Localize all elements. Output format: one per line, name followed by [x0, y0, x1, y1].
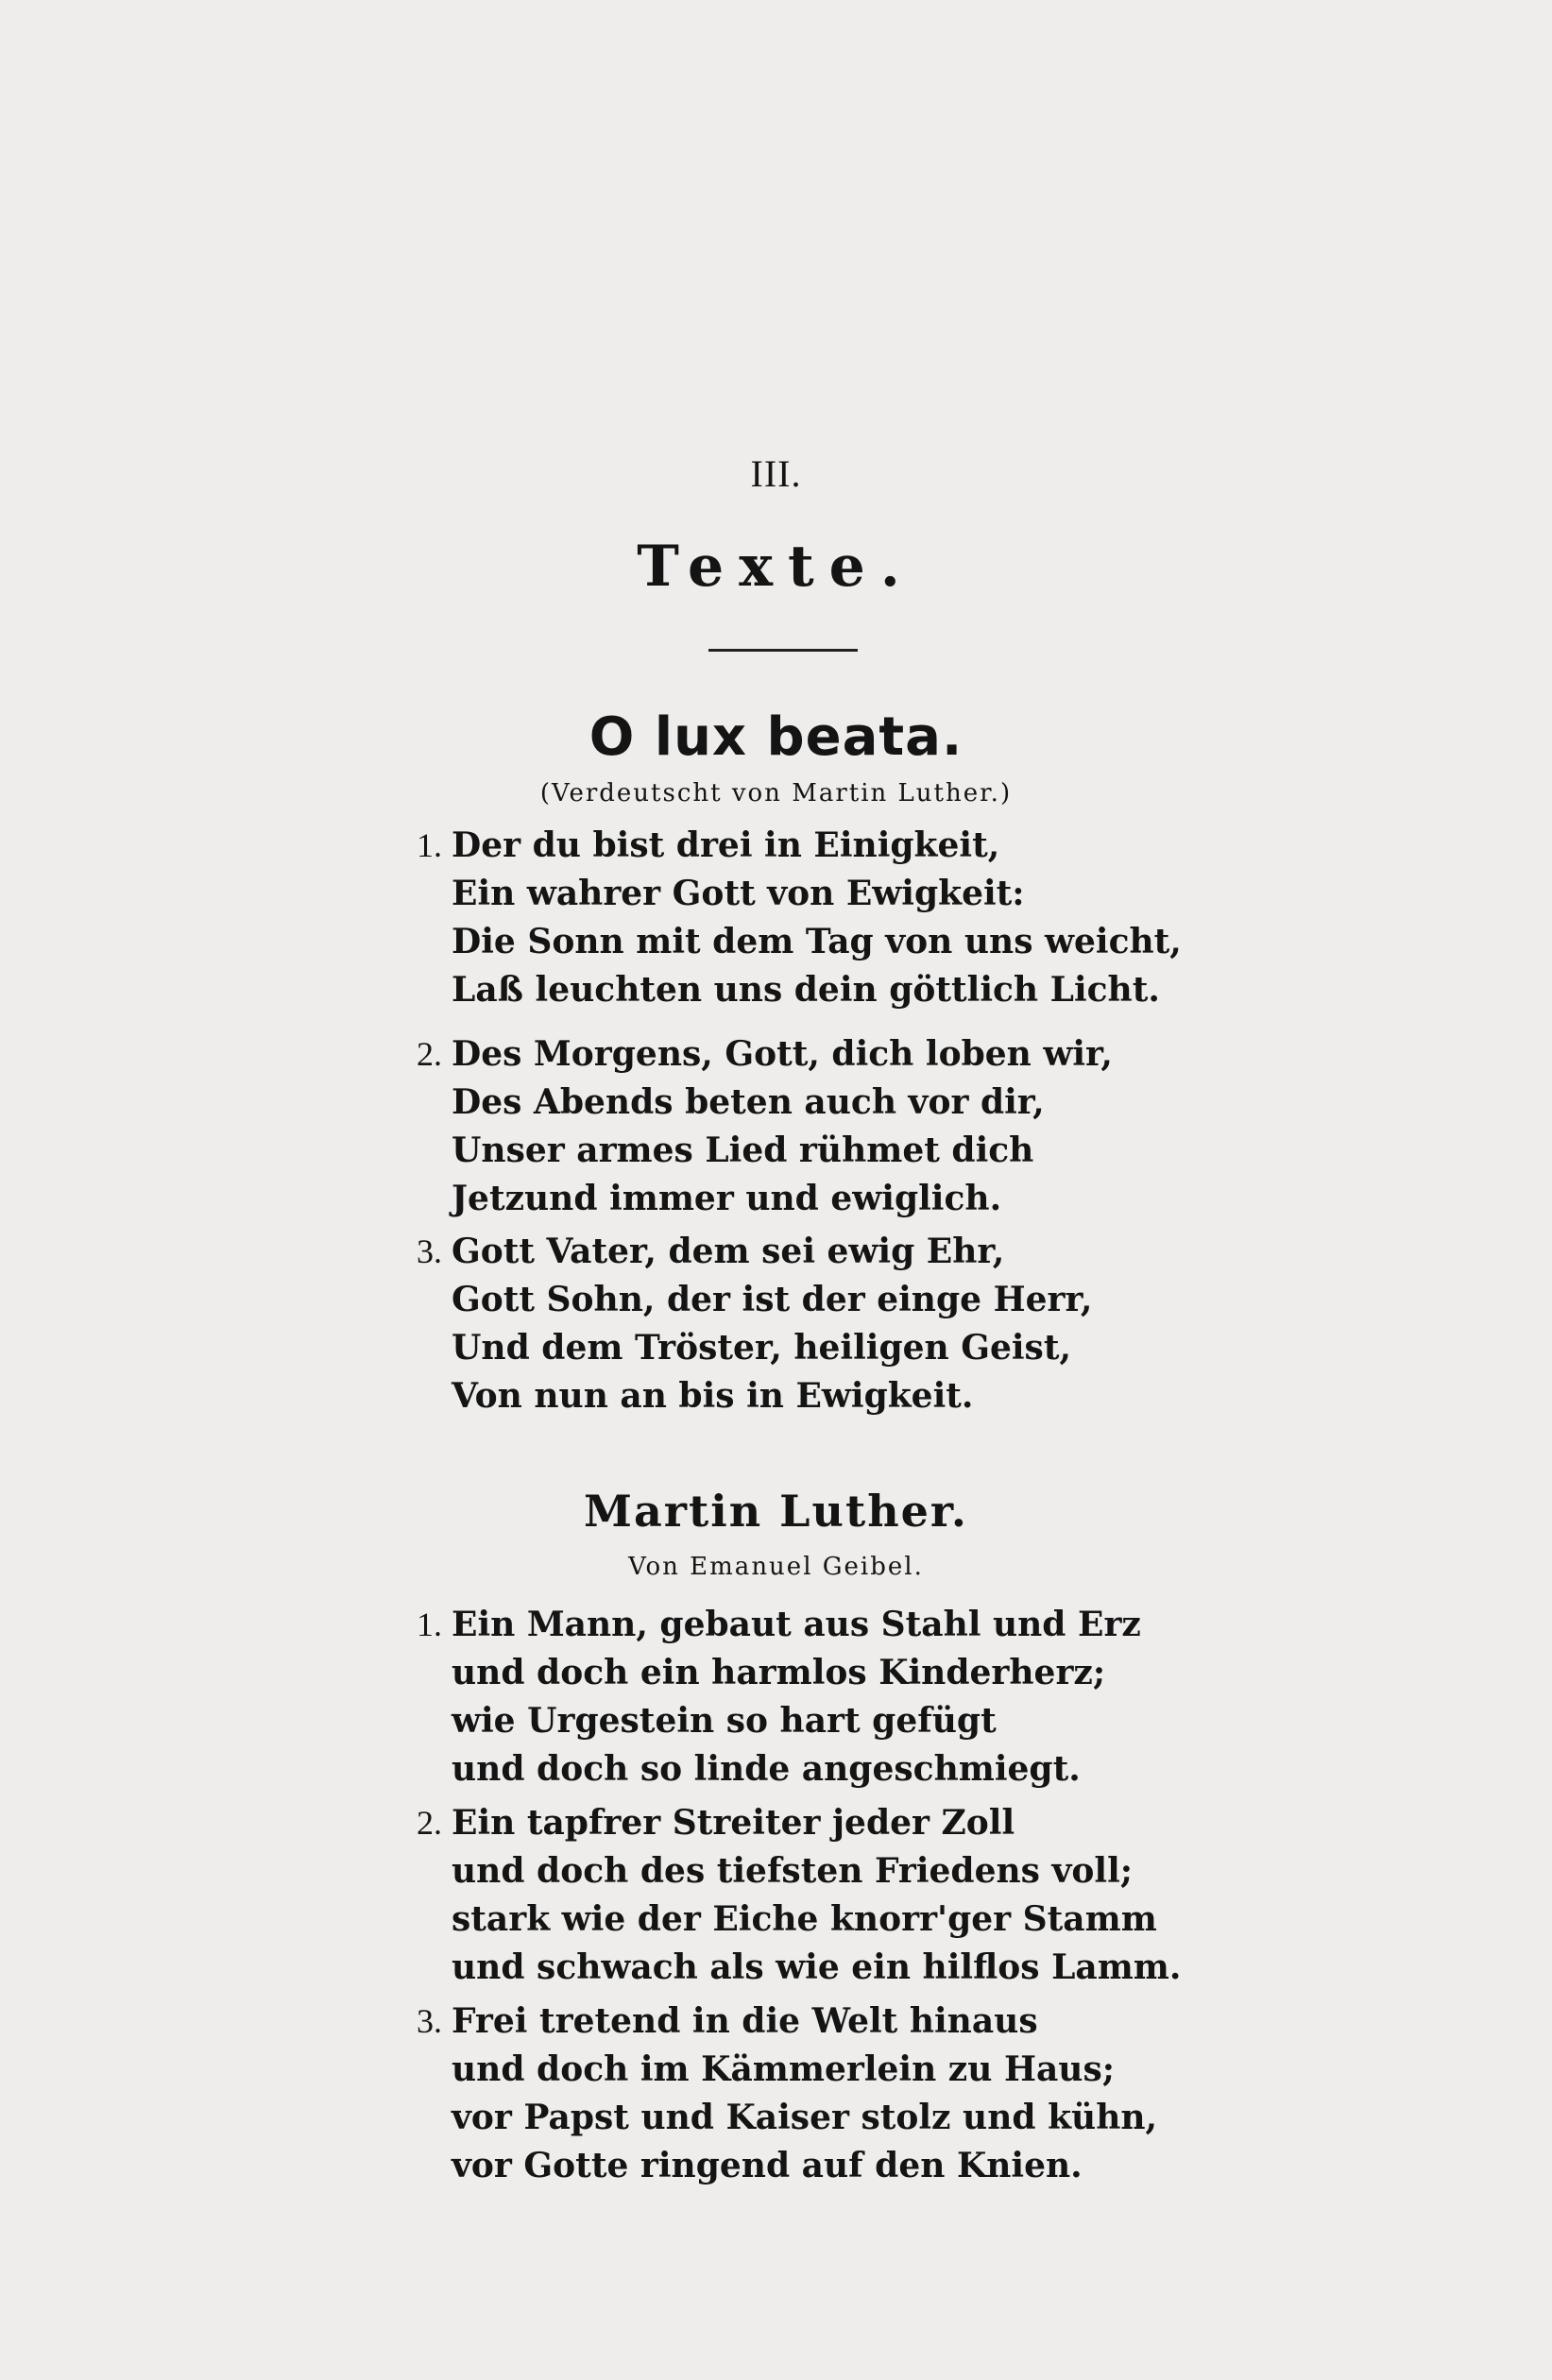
verse-line: Jetzund immer und ewiglich. [452, 1179, 1002, 1218]
poem-title: Martin Luther. [584, 1486, 968, 1537]
title-divider [708, 649, 858, 652]
verse-line: Von nun an bis in Ewigkeit. [452, 1376, 974, 1416]
verse-line: vor Gotte ringend auf den Knien. [452, 2146, 1083, 2185]
section-title: Texte. [637, 534, 915, 600]
verse-line: und doch ein harmlos Kinderherz; [452, 1653, 1106, 1692]
poem-title: O lux beata. [588, 706, 964, 768]
stanza-number: 3. [417, 2002, 442, 2040]
verse-line: Ein tapfrer Streiter jeder Zoll [452, 1803, 1015, 1843]
verse-line: Und dem Tröster, heiligen Geist, [452, 1328, 1071, 1368]
verse-line: vor Papst und Kaiser stolz und kühn, [452, 2098, 1158, 2137]
poem-byline: (Verdeutscht von Martin Luther.) [539, 779, 1013, 808]
verse-line: Gott Sohn, der ist der einge Herr, [452, 1280, 1093, 1319]
verse-line: Der du bist drei in Einigkeit, [452, 825, 1000, 865]
verse-line: Ein wahrer Gott von Ewigkeit: [452, 874, 1025, 913]
verse-line: und doch im Kämmerlein zu Haus; [452, 2049, 1116, 2089]
poem-byline: Von Emanuel Geibel. [628, 1553, 924, 1581]
stanza-number: 1. [417, 1606, 442, 1643]
verse-line: stark wie der Eiche knorr'ger Stamm [452, 1899, 1157, 1939]
verse-line: Ein Mann, gebaut aus Stahl und Erz [452, 1605, 1141, 1644]
verse-line: und doch so linde angeschmiegt. [452, 1749, 1081, 1789]
verse-line: und schwach als wie ein hilflos Lamm. [452, 1947, 1182, 1987]
verse-line: Gott Vater, dem sei ewig Ehr, [452, 1232, 1005, 1271]
verse-line: wie Urgestein so hart gefügt [452, 1701, 997, 1741]
section-number: III. [750, 452, 802, 495]
verse-line: Des Abends beten auch vor dir, [452, 1082, 1045, 1122]
verse-line: Die Sonn mit dem Tag von uns weicht, [452, 922, 1182, 961]
stanza-number: 1. [417, 826, 442, 864]
verse-line: Des Morgens, Gott, dich loben wir, [452, 1034, 1113, 1074]
stanza-number: 2. [417, 1035, 442, 1073]
stanza-number: 3. [417, 1232, 442, 1270]
verse-line: Frei tretend in die Welt hinaus [452, 2001, 1038, 2041]
stanza-number: 2. [417, 1804, 442, 1842]
verse-line: Laß leuchten uns dein göttlich Licht. [452, 970, 1160, 1010]
verse-line: und doch des tiefsten Friedens voll; [452, 1851, 1134, 1891]
verse-line: Unser armes Lied rühmet dich [452, 1130, 1034, 1170]
